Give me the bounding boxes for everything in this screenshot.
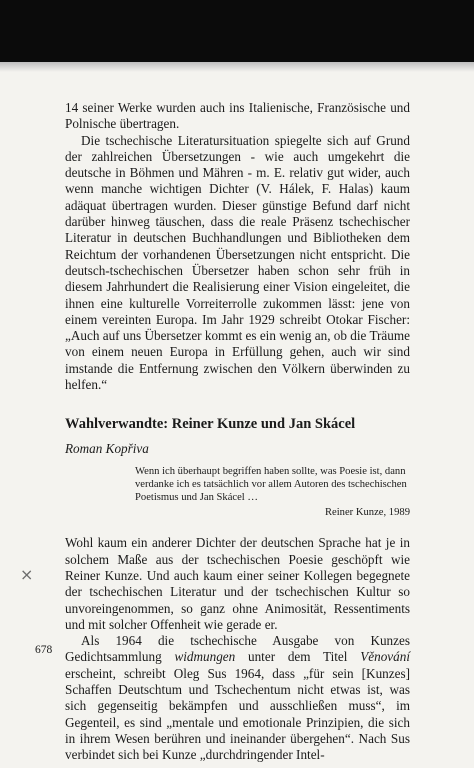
paragraph-continued: 14 seiner Werke wurden auch ins Italienische, Französische und Polnische übertragen. [65,100,410,132]
book-title-widmungen: widmungen [174,649,236,665]
paragraph-literature-situation: Die tschechische Literatursituation spiegelte sich auf Grund der zahlreichen Übersetzungen - wie auch umgekehrt die deutsche in Böhmen und Mähren - m. E. relativ gut wider, auch wenn manche wichtigen Dichter (V. Hálek, F. Halas) kaum adäquat übertragen wurden. Dieser günstige Befund darf nicht darüber hinweg täuschen, dass die reale Präsenz tschechischer Literatur in deutschen Buchhandlungen und Bibliotheken dem Reichtum der vorhandenen Übersetzungen nicht entspricht. Die deutsch-tschechischen Übersetzer haben schon sehr früh in diesem Jahrhundert die Realisierung einer Vision eingeleitet, die ihnen eine kulturelle Vorreiterrolle zukommen lässt: jene von einem vereinten Europa. Im Jahr 1929 schreibt Otokar Fischer: „Auch auf uns Übersetzer kommt es ein wenig an, ob die Träume von einem neuen Europa in Erfüllung gehen, auch wir sind imstande die Entfernung zwischen den Völkern überwinden zu helfen.“ [65,132,410,393]
paragraph-kunze-intro: Wohl kaum ein anderer Dichter der deutschen Sprache hat je in solchem Maße aus der tschechischen Poesie geschöpft wie Reiner Kunze. Und auch kaum einer seiner Kollegen begegnete der tschechischen Literatur und der tschechischen Kultur so unvoreingenommen, so ganz ohne Animosität, Ressentiments und mit solcher Offenheit wie gerade er. [65,535,410,632]
page-number: 678 [35,644,53,656]
paragraph-text-c: erscheint, schreibt Oleg Sus 1964, dass „für sein [Kunzes] Schaffen Deutschtum und Tschechentum nicht etwas ist, was sich gegenseitig bekämpfen und ausschließen muss“, im Gegenteil, es sind „mentale und emotionale Prinzipien, die sich in ihrem Wesen berühren und ineinander übergehen“. Nach Sus verbindet sich bei Kunze „durchdringender Intel- [65,665,410,763]
epigraph-source: Reiner Kunze, 1989 [324,507,410,519]
author-name: Roman Kopřiva [65,441,149,457]
book-title-venovani: Věnování [360,649,410,665]
epigraph-text: Wenn ich überhaupt begriffen haben sollte, was Poesie ist, dann verdanke ich es tatsächlich vor allem Autoren des tschechischen Poetismus und Jan Skácel … [135,466,407,504]
margin-pencil-mark: × [20,565,34,584]
scan-shadow [0,62,474,72]
paragraph-text-b: unter dem Titel [235,649,361,665]
page-text-block [65,100,410,764]
section-title: Wahlverwandte: Reiner Kunze und Jan Skácel [65,416,356,433]
paragraph-text-a: Als 1964 die tschechische Ausgabe von Kunzes Gedichtsammlung [65,633,410,665]
epigraph [135,465,410,519]
paragraph-widmungen [65,633,410,763]
scan-dark-band [0,0,474,62]
